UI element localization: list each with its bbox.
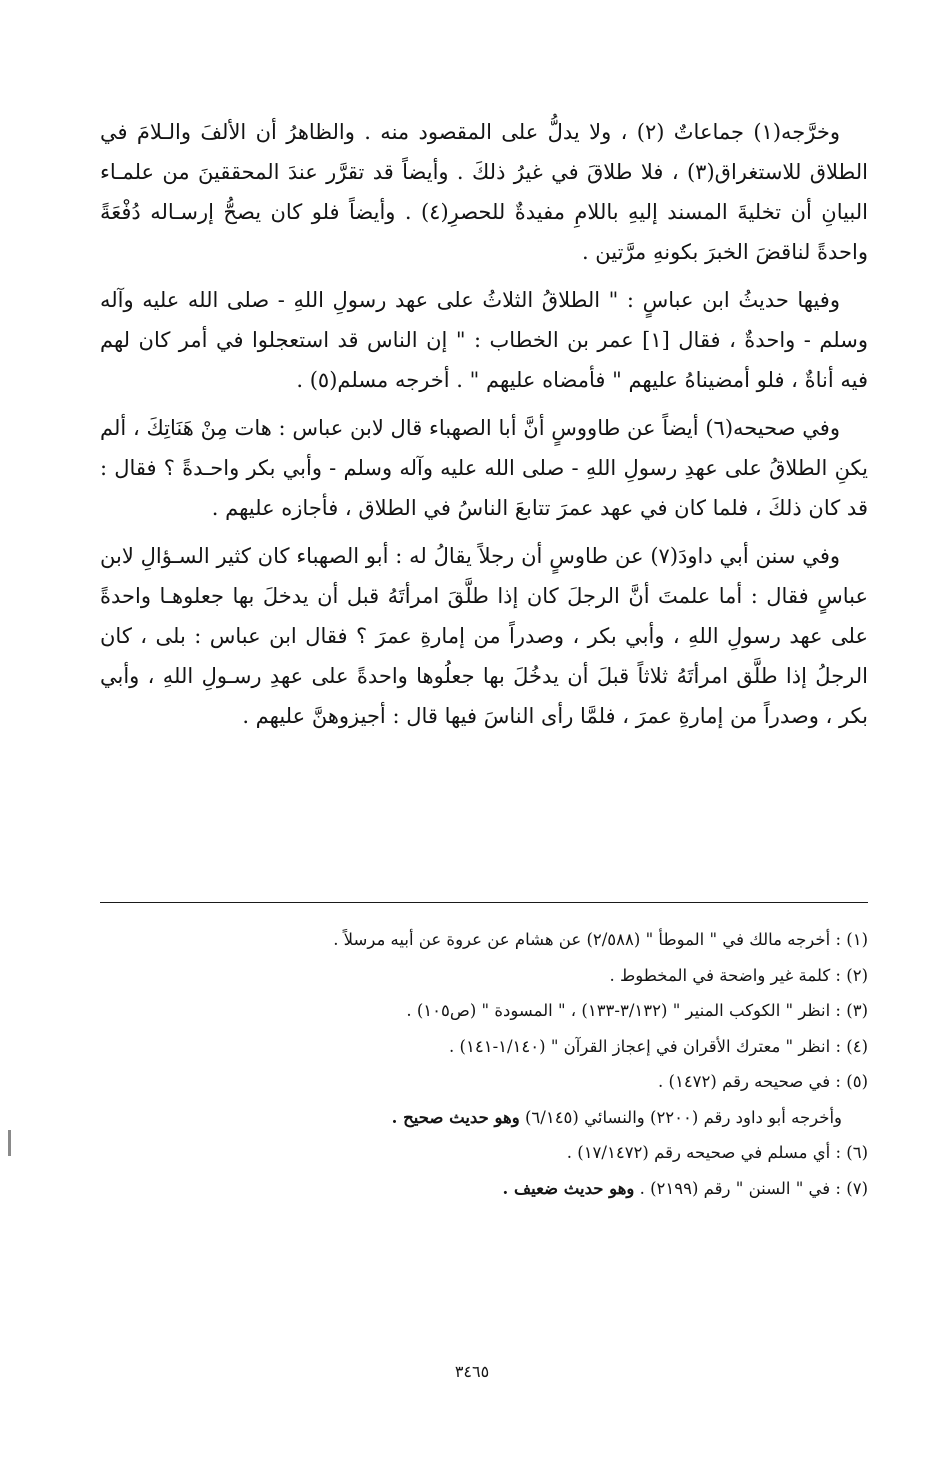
- footnote-3: (٣) : انظر " الكوكب المنير " (٣/١٣٢-١٣٣) ، " المسودة " (ص١٠٥) .: [406, 1001, 868, 1020]
- hadith-verdict: وهو حديث صحيح .: [391, 1107, 520, 1127]
- paragraph-sahih-tawus: وفي صحيحه(٦) أيضاً عن طاووسٍ أنَّ أبا الصهباء قال لابن عباس : هات مِنْ هَنَاتِكَ ، ألم يكنِ الطلاقُ على عهدِ رسولِ اللهِ - صلى الله عليه وآله وسلم - وأبي بكر واحـدةً ؟ فقال : قد كان ذلكَ ، فلما كان في عهد عمرَ تتابعَ الناسُ في الطلاق ، فأجازه عليهم .: [100, 416, 868, 520]
- footnote-2: (٢) : كلمة غير واضحة في المخطوط .: [609, 965, 868, 985]
- scan-edge-mark: [8, 1130, 11, 1156]
- page-number: ٣٤٦٥: [454, 1362, 490, 1381]
- footnote-5-continuation: وأخرجه أبو داود رقم (٢٢٠٠) والنسائي (٦/١٤٥) وهو حديث صحيح .: [391, 1107, 842, 1127]
- hadith-verdict: وهو حديث ضعيف .: [502, 1178, 635, 1198]
- footnote-5: (٥) : في صحيحه رقم (١٤٧٢) .: [658, 1072, 868, 1091]
- paragraph-khurraja: وخرَّجه(١) جماعاتٌ (٢) ، ولا يدلُّ على المقصود منه . والظاهرُ أن الألفَ والـلامَ في الطلاق للاستغراق(٣) ، فلا طلاقَ في غيرُ ذلكَ . وأيضاً قد تقرَّر عندَ المحققينَ من علمـاء البيانِ أن تخليةَ المسند إليهِ باللامِ مفيدةٌ للحصرِ(٤) . وأيضاً فلو كان يصحُّ إرسـاله دُفْعَةً واحدةً لناقضَ الخبرَ بكونهِ مرَّتين .: [100, 120, 869, 264]
- main-text: [100, 112, 868, 744]
- footnote-7: (٧) : في " السنن " رقم (٢١٩٩) . وهو حديث ضعيف .: [502, 1178, 868, 1198]
- footnotes: [100, 922, 868, 1206]
- footnote-6: (٦) : أي مسلم في صحيحه رقم (١٧/١٤٧٢) .: [566, 1143, 868, 1162]
- footnote-4: (٤) : انظر " معترك الأقران في إعجاز القرآن " (١/١٤٠-١٤١) .: [449, 1036, 868, 1056]
- footnote-1: (١) : أخرجه مالك في " الموطأ " (٢/٥٨٨) عن هشام عن عروة عن أبيه مرسلاً .: [333, 930, 868, 949]
- paragraph-sunan-abi-dawud: وفي سنن أبي داودَ(٧) عن طاوسٍ أن رجلاً يقالُ له : أبو الصهباء كان كثير السـؤالِ لابن عباسٍ فقال : أما علمتَ أنَّ الرجلَ كان إذا طلَّقَ امرأتَهُ قبل أن يدخلَ بها جعلوهـا واحدةً على عهد رسولِ اللهِ ، وأبي بكر ، وصدراً من إمارةِ عمرَ ؟ فقال ابن عباس : بلى ، كان الرجلُ إذا طلَّق امرأتَهُ ثلاثاً قبلَ أن يدخُلَ بها جعلُوها واحدةً على عهدِ رسـولِ اللهِ ، وأبي بكر ، وصدراً من إمارةِ عمرَ ، فلمَّا رأى الناسَ فيها قال : أجيزوهنَّ عليهم .: [100, 544, 868, 728]
- footnote-divider: [100, 902, 868, 903]
- paragraph-ibn-abbas-hadith: وفيها حديثُ ابن عباسٍ : " الطلاقُ الثلاثُ على عهد رسولِ اللهِ - صلى الله عليه وآله وسلم - واحدةٌ ، فقال [١] عمر بن الخطاب : " إن الناس قد استعجلوا في أمر كان لهم فيه أناةٌ ، فلو أمضيناهُ عليهم " فأمضاه عليهم " . أخرجه مسلم(٥) .: [100, 288, 868, 392]
